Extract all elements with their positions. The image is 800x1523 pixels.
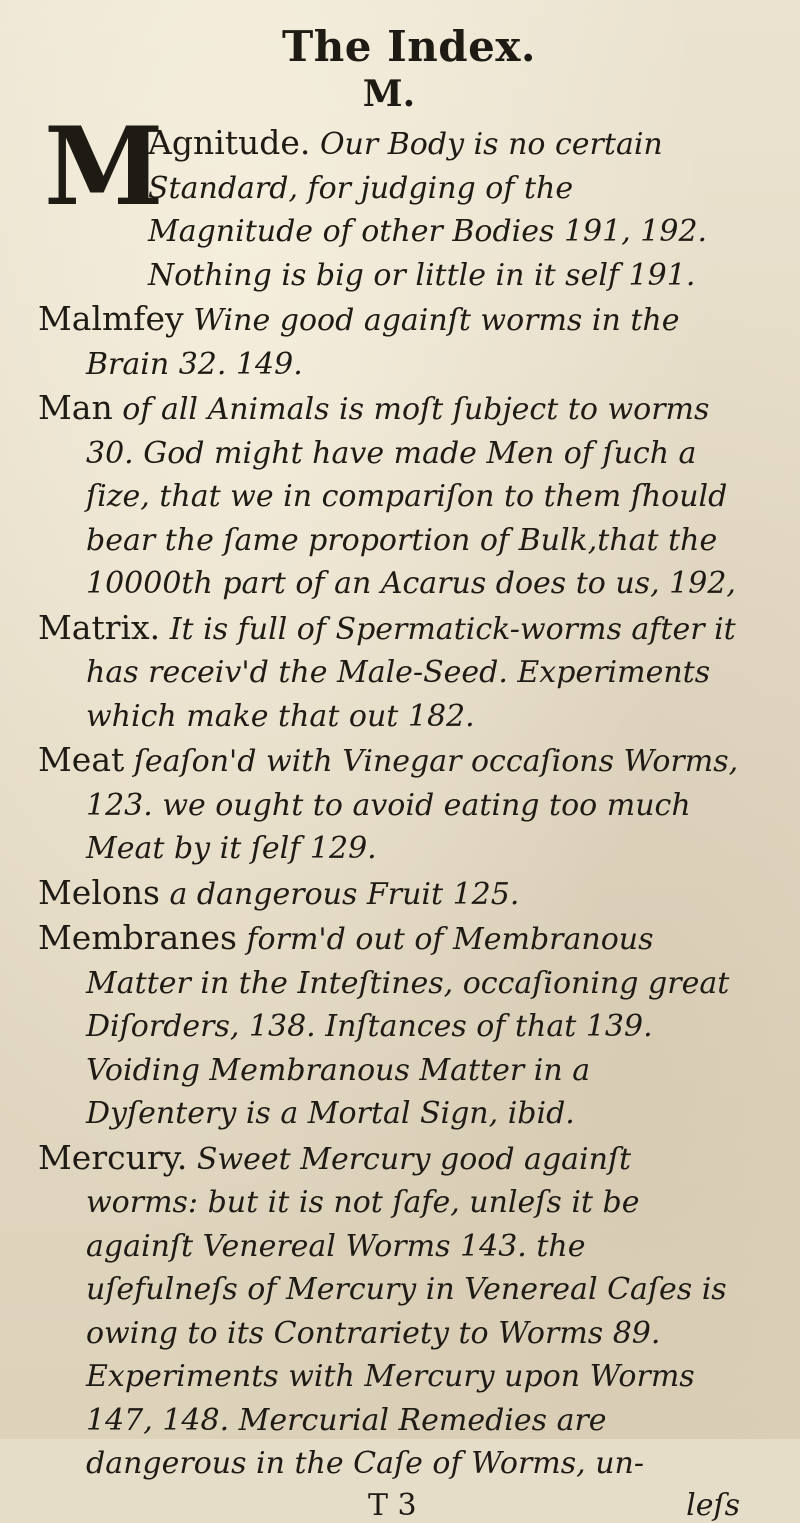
index-entry-malmsey [38,297,740,386]
index-entry-man [38,386,740,606]
index-entry-mercury [38,1136,740,1486]
page-title: The Index. [281,22,537,71]
index-entry-melons [38,871,740,917]
section-letter: M. [362,73,416,115]
entry-head: Membranes [38,918,237,957]
entry-head: Malmfey [38,299,184,338]
entry-head: Matrix. [38,607,161,647]
drop-cap-letter: M [44,104,164,230]
index-entry-matrix [38,606,740,739]
page-footer [38,1488,740,1523]
entry-body: Our Body is no certain Standard, for judging of the Magnitude of other Bodies 191, 192. Nothing is big or little in it self 191. [148,127,708,293]
entry-head: Melons [38,872,160,912]
entry-body: of all Animals is moſt ſubject to worms 30. God might have made Men of ſuch a ſize, that we in compariſon to them ſhould bear the ſame proportion of Bulk,that the 10000th part of an Acarus does to us, 192, [86,392,736,601]
entry-body: It is full of Spermatick-worms after it has receiv'd the Male-Seed. Experiments which make that out 182. [86,611,736,734]
catchword: leſs [686,1487,740,1523]
entry-head: Mercury. [38,1137,188,1177]
entry-body: Wine good againſt worms in the Brain 32. 149. [86,303,680,382]
index-entry-magnitude [38,104,740,297]
entry-body: ſeaſon'd with Vinegar occaſions Worms, 123. we ought to avoid eating too much Meat by it ſelf 129. [86,744,739,866]
entry-head: Agnitude. [148,123,311,162]
entry-body: a dangerous Fruit 125. [159,876,520,912]
index-entry-meat [38,738,740,871]
entry-body: form'd out of Membranous Matter in the Inteſtines, occaſioning great Diſorders, 138. Inſtances of that 139. Voiding Membranous Matter in a Dyſentery is a Mortal Sign, ibid. [86,922,730,1131]
index-entry-membranes [38,916,740,1136]
entry-head: Meat [38,740,125,779]
signature-mark: T 3 [368,1487,417,1523]
entry-head: Man [38,388,113,427]
entry-body: Sweet Mercury good againſt worms: but it is not ſafe, unleſs it be againſt Venereal Worms 143. the uſefulneſs of Mercury in Venereal Caſes is owing to its Contrariety to Worms 89. Experiments with Mercury upon Worms 147, 148. Mercurial Remedies are dangerous in the Caſe of Worms, un- [86,1141,727,1481]
